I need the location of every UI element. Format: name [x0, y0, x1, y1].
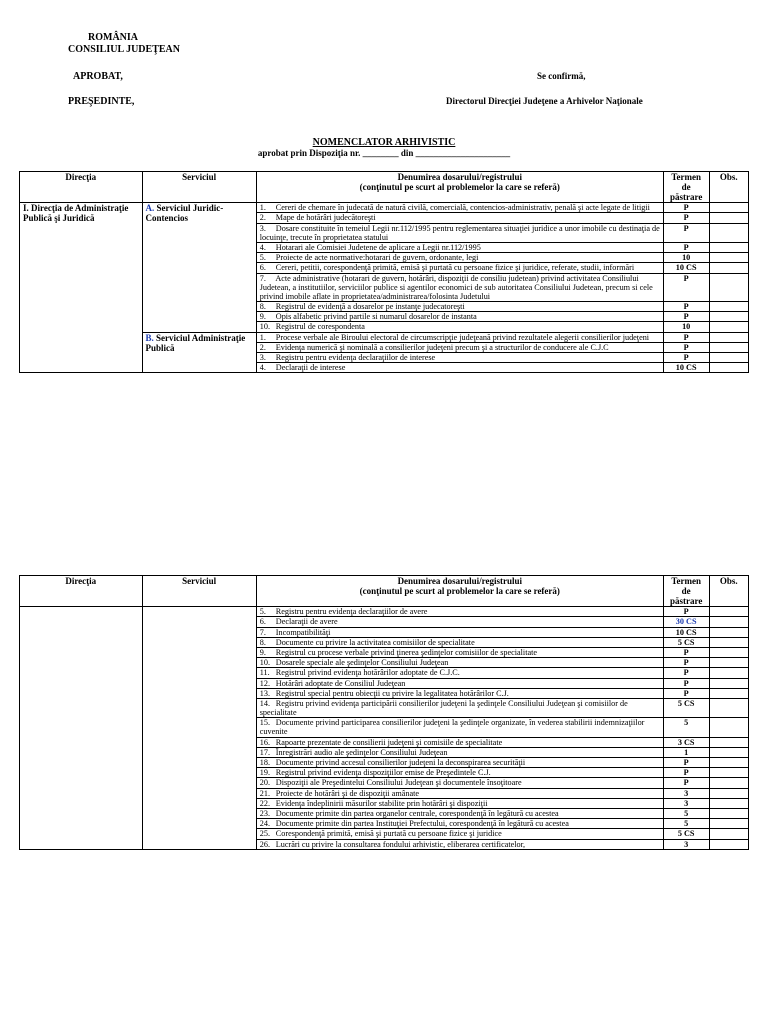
termen-cell: P: [663, 203, 709, 213]
row-text: Evidenţa îndeplinirii măsurilor stabilite prin hotărâri şi dispoziţii: [275, 798, 488, 808]
row-text: Registru privind evidenţa participării consilierilor judeţeni la şedinţele Consiliului Judeţean şi comisiilor de specialitate: [259, 698, 628, 718]
termen-cell: P: [663, 332, 709, 342]
denumire-cell: [256, 273, 663, 302]
denumire-cell: [256, 829, 663, 839]
obs-cell: [709, 798, 749, 808]
denumire-cell: [256, 778, 663, 788]
service-name: Serviciul Juridic-Contencios: [145, 203, 224, 224]
row-number: 2.: [259, 213, 266, 223]
obs-cell: [709, 263, 749, 273]
row-number: 21.: [259, 788, 270, 798]
row-number: 7.: [259, 273, 266, 283]
row-number: 9.: [259, 647, 266, 657]
row-text: Procese verbale ale Biroului electoral de circumscripţie judeţeană privind rezultatele alegerii consilierilor judeţeni: [275, 332, 650, 342]
obs-cell: [709, 342, 749, 352]
termen-cell: 10 CS: [663, 263, 709, 273]
row-number: 26.: [259, 839, 270, 849]
obs-cell: [709, 617, 749, 627]
denumire-cell: [256, 363, 663, 373]
obs-cell: [709, 768, 749, 778]
direction-cell: [20, 607, 143, 850]
col-termen-header: Termen de păstrare: [663, 172, 709, 203]
denumire-cell: [256, 658, 663, 668]
row-text: Cereri, petitii, corespondenţă primită, emisă şi purtată cu persoane fizice şi juridice, referate, studii, informări: [275, 263, 635, 273]
denumire-cell: [256, 668, 663, 678]
obs-cell: [709, 273, 749, 302]
termen-cell: P: [663, 353, 709, 363]
row-number: 22.: [259, 798, 270, 808]
row-text: Registrul cu procese verbale privind ţinerea şedinţelor comisiilor de specialitate: [275, 647, 538, 657]
obs-cell: [709, 808, 749, 818]
denumire-cell: [256, 332, 663, 342]
obs-cell: [709, 312, 749, 322]
denumire-cell: [256, 203, 663, 213]
service-cell: [142, 203, 256, 332]
row-number: 5.: [259, 607, 266, 617]
obs-cell: [709, 253, 749, 263]
obs-cell: [709, 627, 749, 637]
row-text: Dispoziţii ale Preşedintelui Consiliului Judeţean şi documentele însoţitoare: [275, 778, 522, 788]
termen-cell: P: [663, 658, 709, 668]
termen-cell: P: [663, 607, 709, 617]
denumire-cell: [256, 819, 663, 829]
termen-cell: P: [663, 312, 709, 322]
row-number: 6.: [259, 617, 266, 627]
denumire-cell: [256, 627, 663, 637]
row-text: Registrul de evidenţă a dosarelor pe instanţe judecatoreşti: [275, 302, 465, 312]
row-number: 16.: [259, 737, 270, 747]
row-text: Incompatibilităţi: [275, 627, 331, 637]
col-denumire-header: Denumirea dosarului/registrului (conţinutul pe scurt al problemelor la care se referă): [256, 576, 663, 607]
row-number: 18.: [259, 758, 270, 768]
row-number: 14.: [259, 698, 270, 708]
termen-cell: 5: [663, 819, 709, 829]
termen-cell: 3: [663, 839, 709, 849]
col-direction-header: Direcţia: [20, 576, 143, 607]
obs-cell: [709, 747, 749, 757]
denumire-cell: [256, 312, 663, 322]
row-number: 8.: [259, 637, 266, 647]
denumire-cell: [256, 263, 663, 273]
row-text: Declaraţii de avere: [275, 617, 338, 627]
termen-cell: 3: [663, 788, 709, 798]
confirm-label: Se confirmă,: [537, 71, 586, 81]
obs-cell: [709, 302, 749, 312]
row-text: Rapoarte prezentate de consilierii judeţeni şi comisiile de specialitate: [275, 737, 503, 747]
obs-cell: [709, 668, 749, 678]
termen-cell: P: [663, 302, 709, 312]
row-number: 9.: [259, 312, 266, 322]
service-letter: A.: [145, 203, 155, 214]
termen-cell: P: [663, 678, 709, 688]
row-text: Cereri de chemare în judecată de natură civilă, comercială, contencios-administrativ, penală şi acte legate de litigii: [275, 203, 650, 213]
denumire-cell: [256, 678, 663, 688]
row-text: Registrul de corespondenta: [275, 322, 365, 332]
row-number: 1.: [259, 332, 266, 342]
council-label: CONSILIUL JUDEŢEAN: [68, 44, 180, 55]
termen-cell: 5 CS: [663, 698, 709, 717]
obs-cell: [709, 839, 749, 849]
denumire-cell: [256, 798, 663, 808]
table-header-row: [20, 576, 749, 607]
row-number: 2.: [259, 342, 266, 352]
row-number: 8.: [259, 302, 266, 312]
service-letter: B.: [145, 332, 154, 343]
termen-cell: 10 CS: [663, 627, 709, 637]
document-title: NOMENCLATOR ARHIVISTIC: [312, 137, 456, 148]
country-label: ROMÂNIA: [88, 32, 138, 43]
row-number: 10.: [259, 322, 270, 332]
obs-cell: [709, 698, 749, 717]
row-text: Corespondenţă primită, emisă şi purtată cu persoane fizice şi juridice: [275, 829, 502, 839]
row-number: 23.: [259, 808, 270, 818]
denumire-cell: [256, 718, 663, 737]
denumire-cell: [256, 253, 663, 263]
table-row: [20, 607, 749, 617]
obs-cell: [709, 203, 749, 213]
col-service-header: Serviciul: [142, 576, 256, 607]
row-text: Registrul privind evidenţa dispoziţiilor emise de Preşedintele C.J.: [275, 768, 491, 778]
row-text: Documente primite din partea organelor centrale, corespondenţă în legătură cu acestea: [275, 808, 559, 818]
row-number: 15.: [259, 718, 270, 728]
row-text: Documente privind participarea consilierilor judeţeni la şedinţele organizate, în vederea stabilirii indemnizaţiilor cuvenite: [259, 718, 645, 737]
col-obs-header: Obs.: [709, 172, 749, 203]
row-number: 4.: [259, 363, 266, 373]
row-number: 10.: [259, 658, 270, 668]
table-header-row: [20, 172, 749, 203]
obs-cell: [709, 758, 749, 768]
row-text: Înregistrări audio ale şedinţelor Consiliului Judeţean: [275, 747, 448, 757]
row-text: Hotarari ale Comisiei Judetene de aplicare a Legii nr.112/1995: [275, 242, 481, 252]
denumire-cell: [256, 302, 663, 312]
denumire-cell: [256, 342, 663, 352]
denumire-cell: [256, 607, 663, 617]
row-text: Registru pentru evidenţa declaraţiilor de interese: [275, 353, 436, 363]
row-number: 12.: [259, 678, 270, 688]
row-number: 13.: [259, 688, 270, 698]
denumire-cell: [256, 758, 663, 768]
row-text: Hotărâri adoptate de Consiliul Judeţean: [275, 678, 406, 688]
denumire-cell: [256, 788, 663, 798]
denumire-cell: [256, 213, 663, 223]
termen-cell: 5: [663, 718, 709, 737]
obs-cell: [709, 688, 749, 698]
denumire-cell: [256, 688, 663, 698]
termen-cell: P: [663, 758, 709, 768]
row-number: 4.: [259, 242, 266, 252]
col-termen-header: Termen de păstrare: [663, 576, 709, 607]
service-cell: [142, 332, 256, 373]
denumire-cell: [256, 242, 663, 252]
row-text: Documente cu privire la activitatea comisiilor de specialitate: [275, 637, 475, 647]
president-label: PREŞEDINTE,: [68, 96, 135, 107]
denumire-cell: [256, 322, 663, 332]
row-number: 17.: [259, 747, 270, 757]
termen-cell: 5: [663, 808, 709, 818]
row-text: Dosare constituite în temeiul Legii nr.112/1995 pentru reglementarea situaţiei juridice a unor imobile cu destinaţia de locuinţe, trecute în proprietatea statului: [259, 223, 660, 242]
obs-cell: [709, 737, 749, 747]
termen-cell: 10: [663, 253, 709, 263]
col-obs-header: Obs.: [709, 576, 749, 607]
row-text: Lucrări cu privire la consultarea fondului arhivistic, eliberarea certificatelor,: [275, 839, 526, 849]
row-text: Registrul privind evidenţa hotărârilor adoptate de C.J.C.: [275, 668, 460, 678]
obs-cell: [709, 788, 749, 798]
termen-cell: P: [663, 778, 709, 788]
row-number: 25.: [259, 829, 270, 839]
row-text: Mape de hotărâri judecătoreşti: [275, 213, 376, 223]
obs-cell: [709, 718, 749, 737]
obs-cell: [709, 607, 749, 617]
row-text: Opis alfabetic privind partile si numarul dosarelor de instanta: [275, 312, 477, 322]
termen-cell: 30 CS: [663, 617, 709, 627]
obs-cell: [709, 242, 749, 252]
row-text: Proiecte de acte normative:hotarari de guvern, ordonante, legi: [275, 253, 479, 263]
obs-cell: [709, 322, 749, 332]
row-number: 1.: [259, 203, 266, 213]
termen-cell: 10: [663, 322, 709, 332]
obs-cell: [709, 363, 749, 373]
row-number: 5.: [259, 253, 266, 263]
termen-cell: 3 CS: [663, 737, 709, 747]
termen-cell: P: [663, 273, 709, 302]
obs-cell: [709, 647, 749, 657]
obs-cell: [709, 332, 749, 342]
row-number: 3.: [259, 223, 266, 233]
denumire-cell: [256, 698, 663, 717]
termen-cell: 10 CS: [663, 363, 709, 373]
denumire-cell: [256, 768, 663, 778]
obs-cell: [709, 353, 749, 363]
termen-cell: 1: [663, 747, 709, 757]
denumire-cell: [256, 839, 663, 849]
row-text: Registru pentru evidenţa declaraţiilor de avere: [275, 607, 428, 617]
denumire-cell: [256, 647, 663, 657]
termen-cell: P: [663, 213, 709, 223]
denumire-cell: [256, 808, 663, 818]
row-number: 7.: [259, 627, 266, 637]
register-table-1: [19, 171, 749, 373]
termen-cell: P: [663, 688, 709, 698]
service-cell: [142, 607, 256, 850]
denumire-cell: [256, 737, 663, 747]
obs-cell: [709, 213, 749, 223]
termen-cell: P: [663, 223, 709, 242]
denumire-cell: [256, 637, 663, 647]
termen-cell: P: [663, 242, 709, 252]
row-text: Documente privind accesul consilierilor judeţeni la deconspirarea securităţii: [275, 758, 526, 768]
row-text: Declaraţii de interese: [275, 363, 346, 373]
col-service-header: Serviciul: [142, 172, 256, 203]
approved-label: APROBAT,: [73, 71, 123, 82]
termen-cell: 5 CS: [663, 637, 709, 647]
row-text: Proiecte de hotărâri şi de dispoziţii amânate: [275, 788, 420, 798]
col-denumire-header: Denumirea dosarului/registrului (conţinutul pe scurt al problemelor la care se referă): [256, 172, 663, 203]
row-number: 20.: [259, 778, 270, 788]
denumire-cell: [256, 353, 663, 363]
denumire-cell: [256, 223, 663, 242]
row-number: 6.: [259, 263, 266, 273]
termen-cell: P: [663, 342, 709, 352]
denumire-cell: [256, 617, 663, 627]
col-direction-header: Direcţia: [20, 172, 143, 203]
row-number: 11.: [259, 668, 270, 678]
obs-cell: [709, 829, 749, 839]
termen-cell: P: [663, 647, 709, 657]
director-label: Directorul Direcţiei Judeţene a Arhivelor Naţionale: [446, 96, 643, 106]
row-number: 3.: [259, 353, 266, 363]
row-number: 19.: [259, 768, 270, 778]
row-text: Registrul special pentru obiecţii cu privire la legalitatea hotărârilor C.J.: [275, 688, 509, 698]
denumire-cell: [256, 747, 663, 757]
row-number: 24.: [259, 819, 270, 829]
register-table-2: [19, 575, 749, 850]
termen-cell: 3: [663, 798, 709, 808]
obs-cell: [709, 223, 749, 242]
document-subtitle: aprobat prin Dispoziţia nr. ________ din _____________________: [257, 148, 511, 158]
termen-cell: P: [663, 768, 709, 778]
termen-cell: P: [663, 668, 709, 678]
row-text: Evidenţa numerică şi nominală a consilierilor judeţeni precum şi a structurilor de conducere ale C.J.C: [275, 342, 609, 352]
row-text: Documente primite din partea Instituţiei Prefectului, corespondenţă în legătură cu acestea: [275, 819, 569, 829]
row-text: Acte administrative (hotarari de guvern, hotărâri, dispoziţii de consiliu judetean) privind activitatea Consiliului Judetean, a institutiilor, serviciilor publice si agentilor economici de sub autoritatea Consiliului Judetean, precum si cele privind imobile aflate in proprietatea/administrarea/folosinta Judetului: [259, 273, 653, 301]
obs-cell: [709, 678, 749, 688]
obs-cell: [709, 658, 749, 668]
service-name: Serviciul Administraţie Publică: [145, 332, 246, 353]
table-row: [20, 203, 749, 213]
direction-cell: I. Direcţia de Administraţie Publică şi Juridică: [20, 203, 143, 373]
obs-cell: [709, 637, 749, 647]
obs-cell: [709, 778, 749, 788]
row-text: Dosarele speciale ale şedinţelor Consiliului Judeţean: [275, 658, 449, 668]
obs-cell: [709, 819, 749, 829]
termen-cell: 5 CS: [663, 829, 709, 839]
